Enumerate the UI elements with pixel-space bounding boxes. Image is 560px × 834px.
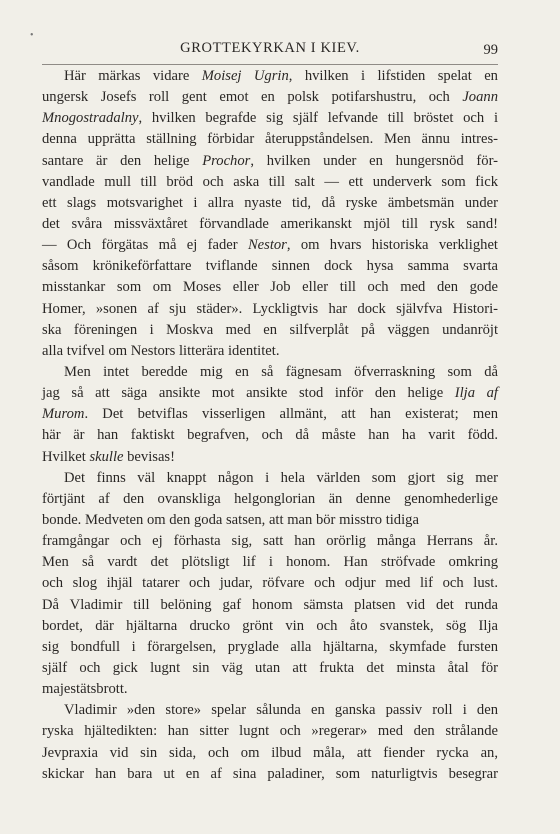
italic-text: Prochor xyxy=(202,152,251,169)
text-line xyxy=(42,595,498,616)
text-line xyxy=(42,425,498,446)
text-segment: , hvilken i lifstiden spelat en xyxy=(288,68,498,84)
text-segment: bordet, där hjältarna drucko grönt vin och åto svanstek, sög Ilja xyxy=(42,617,498,634)
text-line xyxy=(42,489,498,510)
text-segment: och slog ihjäl tatarer och judar, röfvare och odjur med lif och lust. xyxy=(42,575,498,592)
italic-text: Ilja af xyxy=(454,385,498,402)
text-line xyxy=(42,341,498,362)
text-segment: ett slags motsvarighet i allra nyaste tid, då ryske ämbetsmän under xyxy=(42,194,498,211)
text-line xyxy=(42,721,498,742)
text-line xyxy=(42,404,498,425)
page-number: 99 xyxy=(483,42,498,58)
text-segment: själf och gick lugnt sin väg utan att frukta det minsta åtal för xyxy=(42,659,498,676)
text-line xyxy=(42,510,498,531)
text-line xyxy=(42,235,498,256)
italic-text: Nestor xyxy=(247,237,287,254)
text-line xyxy=(42,108,498,129)
text-segment: Då Vladimir till belöning gaf honom sämsta platsen vid det runda xyxy=(42,596,498,613)
text-line xyxy=(42,129,498,150)
italic-text: Moisej Ugrin xyxy=(201,68,289,84)
text-segment: , hvilken begrafde sig själf lefvande till bröstet och i xyxy=(138,110,498,127)
italic-text: Mnogostradalny xyxy=(42,110,139,127)
text-segment: skickar han bara ut en af sina paladiner, som naturligtvis besegrar xyxy=(42,765,498,782)
text-line xyxy=(42,66,498,87)
text-segment: ryska hjältedikten: han sitter lugnt och »regerar» med den strålande xyxy=(42,723,498,740)
text-segment: jag så att säga ansikte mot ansikte stod inför den helige xyxy=(42,385,455,402)
text-line xyxy=(42,299,498,320)
text-segment: Jevpraxia vid sin sida, och om ilbud måla, att fiender rycka an, xyxy=(42,744,498,761)
text-segment: alla tvifvel om Nestors litterära identitet. xyxy=(42,342,280,359)
running-title: GROTTEKYRKAN I KIEV. xyxy=(180,40,360,56)
text-segment: det svåra missväxtåret förvandlade amerikanskt mjöl till rysk sand! xyxy=(42,215,498,232)
text-line xyxy=(42,743,498,764)
text-line xyxy=(42,277,498,298)
body-text xyxy=(42,66,498,785)
text-segment: bevisas! xyxy=(123,448,175,465)
text-segment: ungersk Josefs roll gent emot en polsk potifarshustru, och xyxy=(42,89,463,106)
text-segment: vandlade mull till bröd och aska till salt — ett underverk som fick xyxy=(42,173,498,190)
text-segment: , om hvars historiska verklighet xyxy=(286,237,498,254)
text-line xyxy=(42,256,498,277)
text-line xyxy=(42,87,498,108)
text-segment: Homer, »sonen af sju städer». Lyckligtvis har dock självfva Histori- xyxy=(42,300,498,317)
text-segment: Vladimir »den store» spelar sålunda en ganska passiv roll i den xyxy=(64,702,498,719)
text-line xyxy=(42,764,498,785)
text-line xyxy=(42,531,498,552)
text-segment: Det finns väl knappt någon i hela världen som gjort sig mer xyxy=(64,469,498,486)
text-segment: majestätsbrott. xyxy=(42,681,128,698)
text-segment: . Det betviflas visserligen allmänt, att han existerat; men xyxy=(84,406,498,423)
text-line xyxy=(42,468,498,489)
text-segment: misstankar som om Moses eller Job eller till och med den gode xyxy=(42,279,498,296)
text-line xyxy=(42,151,498,172)
text-segment: denna upprätta ställning förbidar återuppståndelsen. Men ännu intres- xyxy=(42,131,498,148)
text-segment: förtjänt af den ovanskliga helgonglorian än denne genomhederlige xyxy=(42,490,498,507)
text-line xyxy=(42,658,498,679)
text-segment: sig bondfull i förargelsen, pryglade alla hjältarna, skymfade fursten xyxy=(42,638,498,655)
text-line xyxy=(42,637,498,658)
italic-text: Joann xyxy=(462,89,498,106)
text-segment: , hvilken under en hungersnöd för- xyxy=(250,152,498,169)
text-segment: Men så vardt det plötsligt lif i honom. Han ströfvade omkring xyxy=(42,554,498,571)
text-segment: Här märkas vidare xyxy=(64,68,202,84)
text-segment: — Och förgätas må ej fader xyxy=(42,237,248,254)
header-rule xyxy=(42,64,498,65)
text-line xyxy=(42,214,498,235)
text-segment: Hvilket xyxy=(42,448,90,465)
text-line xyxy=(42,172,498,193)
text-line xyxy=(42,383,498,404)
text-segment: såsom krönikeförfattare tviflande sinnen dock hysa samma svarta xyxy=(42,258,498,275)
italic-text: skulle xyxy=(89,448,124,465)
text-segment: framgångar och ej förhasta sig, satt han orörlig många Herrans år. xyxy=(42,533,498,550)
text-line xyxy=(42,616,498,637)
page-header xyxy=(42,36,498,64)
text-segment: Men intet beredde mig en så fägnesam öfverraskning som då xyxy=(64,363,498,380)
text-line xyxy=(42,700,498,721)
text-segment: santare är den helige xyxy=(42,152,203,169)
text-segment: bonde. Medveten om den goda satsen, att man bör misstro tidiga xyxy=(42,511,419,528)
text-line xyxy=(42,320,498,341)
page-mark: • xyxy=(30,30,34,41)
text-segment: här är han faktiskt begrafven, och då måste han ha varit född. xyxy=(42,427,498,444)
text-line xyxy=(42,679,498,700)
italic-text: Murom xyxy=(42,406,85,423)
text-line xyxy=(42,447,498,468)
text-segment: ska föreningen i Moskva med en silfverplåt på väggen undanröjt xyxy=(42,321,498,338)
text-line xyxy=(42,193,498,214)
text-line xyxy=(42,362,498,383)
text-line xyxy=(42,552,498,573)
text-line xyxy=(42,573,498,594)
